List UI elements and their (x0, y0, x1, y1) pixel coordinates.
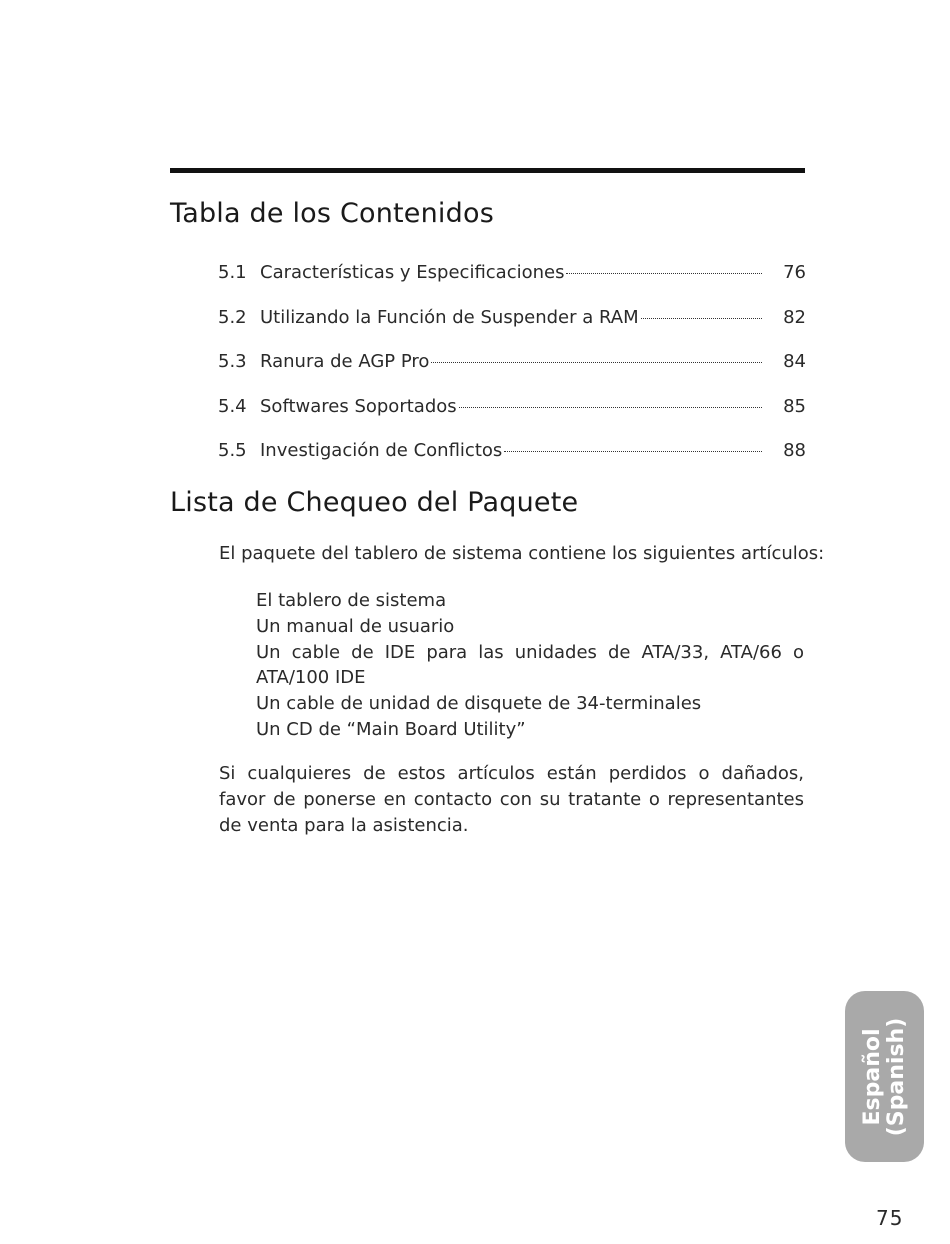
toc-entry-number: 5.5 (218, 440, 247, 461)
toc-entry (218, 440, 806, 485)
package-item: Un manual de usuario (256, 615, 455, 637)
toc-entry-number: 5.2 (218, 306, 247, 328)
language-tab (845, 991, 924, 1162)
toc-entry (218, 351, 806, 396)
package-item: Un cable de unidad de disquete de 34-terminales (256, 693, 702, 715)
toc-leader-dots (566, 273, 762, 274)
package-item: El tablero de sistema (256, 590, 447, 611)
top-rule (170, 168, 805, 173)
package-intro: El paquete del tablero de sistema contiene los siguientes artículos: (219, 543, 825, 564)
language-tab-line2: (Spanish) (883, 1017, 909, 1136)
package-item: Un cable de IDE para las unidades de ATA/33, ATA/66 o ATA/100 IDE (256, 641, 804, 689)
toc-entry-number: 5.4 (218, 395, 247, 417)
toc-entry-title: Características y Especificaciones (260, 262, 565, 283)
toc-entry-page: 84 (783, 351, 806, 372)
toc-entry (218, 396, 806, 441)
toc-entry (218, 262, 806, 307)
toc-entry-number: 5.1 (218, 262, 247, 283)
package-items (256, 588, 804, 743)
toc-entry-page: 85 (783, 395, 806, 417)
toc-entry-title: Investigación de Conflictos (260, 440, 503, 461)
toc-heading: Tabla de los Contenidos (170, 198, 494, 229)
language-tab-line1: Español (859, 1027, 885, 1126)
toc-leader-dots (431, 362, 762, 363)
toc-leader-dots (641, 318, 762, 319)
toc-entry-title: Softwares Soportados (260, 395, 457, 417)
toc-entry-number: 5.3 (218, 351, 247, 372)
toc-entry-page: 82 (783, 306, 806, 328)
toc-entry-title: Utilizando la Función de Suspender a RAM (260, 306, 639, 328)
page-number: 75 (876, 1206, 904, 1230)
toc-entry-page: 88 (783, 440, 806, 461)
toc-leader-dots (459, 407, 762, 408)
package-item: Un CD de “Main Board Utility” (256, 718, 526, 740)
toc-entry (218, 307, 806, 352)
package-closing-note: Si cualquieres de estos artículos están perdidos o dañados, favor de ponerse en contacto con su tratante o representantes de venta para la asistencia. (219, 763, 804, 836)
toc-leader-dots (504, 451, 762, 452)
toc-entry-title: Ranura de AGP Pro (260, 351, 430, 372)
package-heading: Lista de Chequeo del Paquete (170, 487, 579, 518)
toc-entry-page: 76 (783, 262, 806, 283)
toc-list (218, 262, 806, 485)
language-tab-label (861, 1017, 909, 1136)
